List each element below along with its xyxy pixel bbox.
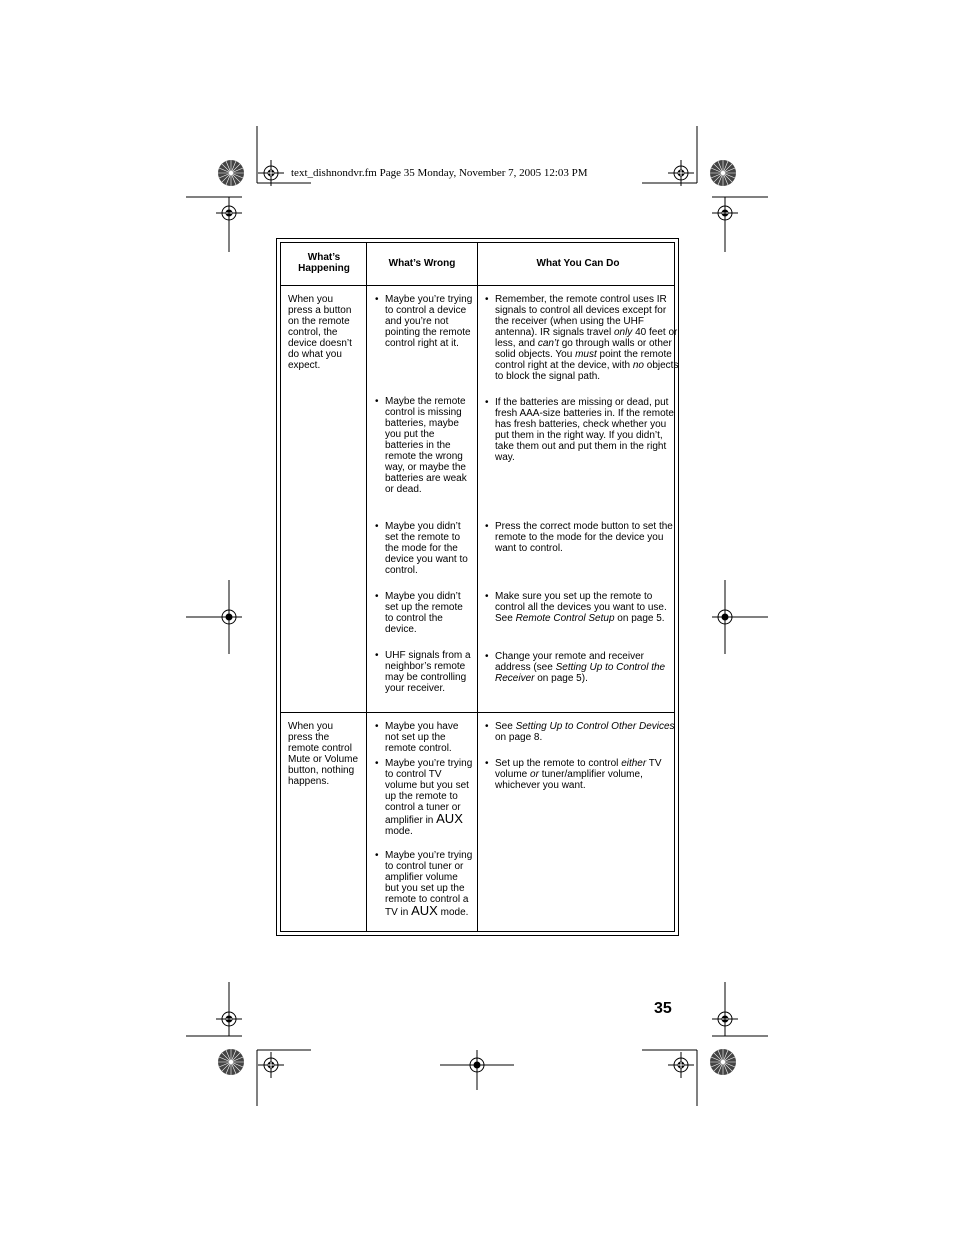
troubleshooting-table: [276, 238, 679, 936]
row1-fix-4: • Make sure you set up the remote to control all the devices you want to use. See Remote Control Setup on page 5.: [485, 591, 679, 624]
row2-fix-1: • See Setting Up to Control Other Devices on page 8.: [485, 721, 679, 743]
row1-fix-3: • Press the correct mode button to set the remote to the mode for the device you want to control.: [485, 521, 679, 554]
row1-wrong-2: • Maybe the remote control is missing batteries, maybe you put the batteries in the remote the wrong way, or maybe the batteries are weak or dead.: [375, 396, 473, 495]
row1-wrong-5: • UHF signals from a neighbor’s remote may be controlling your receiver.: [375, 650, 473, 694]
registration-sun-icon: [218, 160, 244, 186]
registration-cross-icon: [258, 160, 284, 186]
column-divider: [477, 243, 478, 931]
row1-happening: When you press a button on the remote control, the device doesn’t do what you expect.: [288, 294, 352, 371]
registration-cross-icon: [668, 160, 694, 186]
registration-cross-icon: [258, 1052, 284, 1078]
row1-fix-2: • If the batteries are missing or dead, put fresh AAA-size batteries in. If the remote has fresh batteries, check whether you put them in the right way. If you didn’t, take them out and put them in the right way.: [485, 397, 679, 463]
row1-fix-5: • Change your remote and receiver address (see Setting Up to Control the Receiver on page 5).: [485, 651, 679, 684]
row1-wrong-1: • Maybe you’re trying to control a device and you’re not pointing the remote control right at it.: [375, 294, 473, 349]
row1-wrong-3: • Maybe you didn’t set the remote to the mode for the device you want to control.: [375, 521, 473, 576]
file-header: text_dishnondvr.fm Page 35 Monday, November 7, 2005 12:03 PM: [291, 167, 588, 179]
page-number: 35: [654, 1000, 672, 1017]
row-divider: [281, 285, 674, 286]
row1-wrong-4: • Maybe you didn’t set up the remote to control the device.: [375, 591, 473, 635]
registration-sun-icon: [710, 160, 736, 186]
column-header-happening: What’s Happening: [298, 252, 350, 274]
row2-happening: When you press the remote control Mute or Volume button, nothing happens.: [288, 721, 359, 787]
row-divider: [281, 712, 674, 713]
column-divider: [366, 243, 367, 931]
registration-cross-icon: [668, 1052, 694, 1078]
row2-fix-2: • Set up the remote to control either TV volume or tuner/amplifier volume, whichever you want.: [485, 758, 679, 791]
column-header-fix: What You Can Do: [536, 258, 620, 269]
row1-fix-1: • Remember, the remote control uses IR signals to control all devices except for the receiver (when using the UHF antenna). IR signals travel only 40 feet or less, and can’t go through walls or other solid objects. You must point the remote control right at the device, with no objects to block the signal path.: [485, 294, 679, 382]
row2-wrong-3: • Maybe you’re trying to control tuner or amplifier volume but you set up the remote to control a TV in AUX mode.: [375, 850, 473, 918]
column-header-wrong: What’s Wrong: [388, 258, 456, 269]
registration-sun-icon: [218, 1049, 244, 1075]
table-inner-border: [280, 242, 679, 932]
registration-sun-icon: [710, 1049, 736, 1075]
row2-wrong-1: • Maybe you have not set up the remote control.: [375, 721, 473, 754]
row2-wrong-2: • Maybe you’re trying to control TV volume but you set up the remote to control a tuner or amplifier in AUX mode.: [375, 758, 473, 837]
